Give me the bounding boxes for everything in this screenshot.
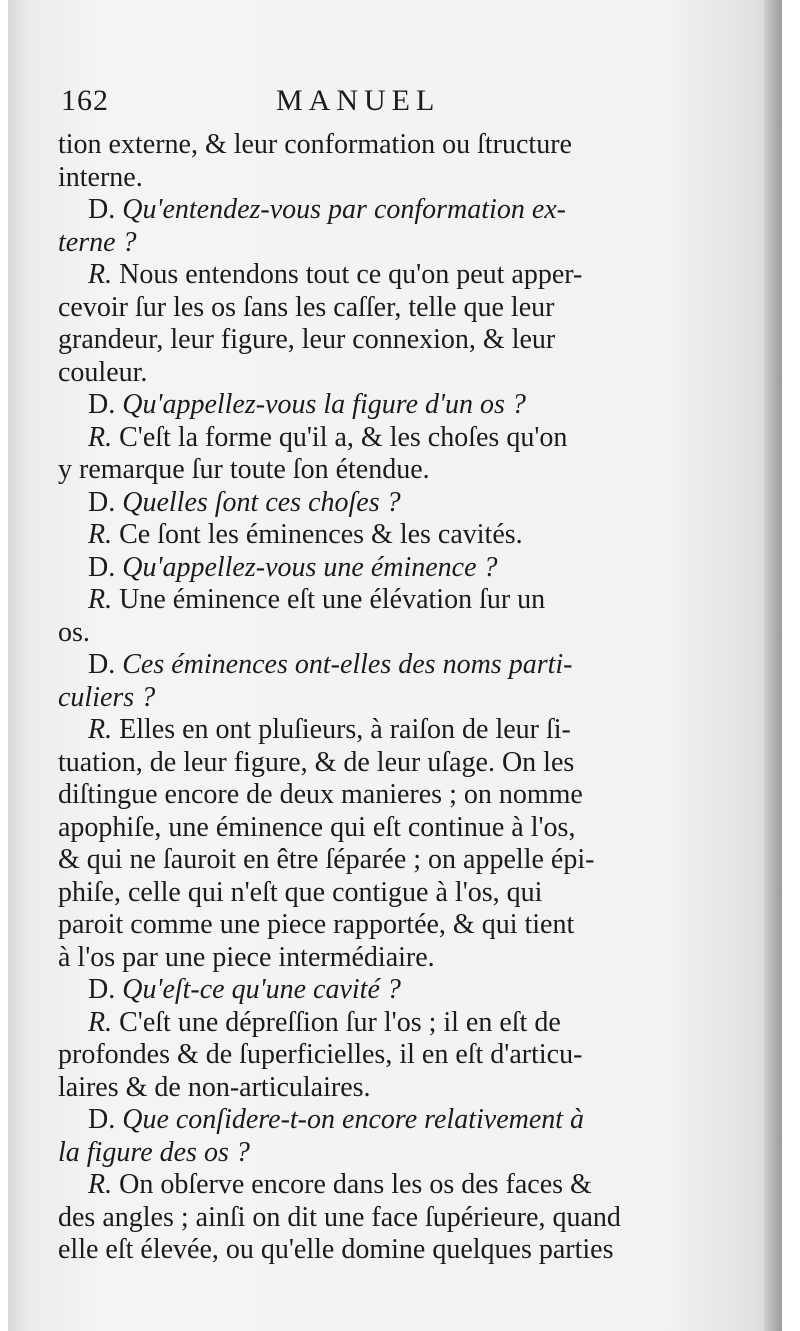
- answer-label: R.: [88, 519, 113, 550]
- text-line: [58, 909, 738, 942]
- question-label: D.: [88, 194, 116, 225]
- text-line: [58, 844, 738, 877]
- text-line: [58, 1202, 738, 1235]
- answer-text: Nous entendons tout ce qu'on peut apper-: [119, 259, 583, 290]
- question-label: D.: [88, 974, 116, 1005]
- text-line-content: couleur.: [58, 356, 148, 388]
- text-line-content: à l'os par une piece intermédiaire.: [58, 941, 435, 973]
- text-line-content: [88, 422, 567, 455]
- text-line: [58, 1104, 738, 1137]
- text-line-content: cevoir ſur les os ſans les caſſer, telle que leur: [58, 291, 555, 323]
- answer-label: R.: [88, 714, 113, 745]
- text-line: [58, 1007, 738, 1040]
- text-line-content: [88, 1169, 592, 1202]
- text-line: [58, 942, 738, 975]
- page-edge-shadow: [764, 0, 782, 1331]
- text-line: [58, 714, 738, 747]
- text-line-content: paroit comme une piece rapportée, & qui tient: [58, 909, 575, 940]
- question-text: Qu'entendez-vous par conformation ex-: [122, 194, 567, 225]
- text-line: [58, 129, 738, 162]
- text-line: [58, 487, 738, 520]
- text-line: [58, 292, 738, 325]
- text-line-content: [88, 487, 401, 520]
- text-line-content: elle eſt élevée, ou qu'elle domine quelques parties: [58, 1234, 614, 1265]
- text-line-content: tuation, de leur figure, & de leur uſage. On les: [58, 746, 575, 778]
- text-line-content: [88, 649, 572, 682]
- answer-text: On obſerve encore dans les os des faces &: [119, 1169, 592, 1200]
- answer-label: R.: [88, 1006, 113, 1038]
- question-text: Ces éminences ont-elles des noms parti-: [122, 649, 573, 680]
- question-text: Qu'eſt-ce qu'une cavité ?: [122, 974, 401, 1005]
- text-line-content: [88, 1104, 584, 1137]
- book-page: [8, 0, 782, 1331]
- text-line-content: & qui ne ſauroit en être ſéparée ; on appelle épi-: [58, 844, 595, 875]
- text-line-content: profondes & de ſuperficielles, il en eſt d'articu-: [58, 1039, 583, 1070]
- answer-text: Une éminence eſt une élévation ſur un: [119, 584, 546, 615]
- text-line: [58, 194, 738, 227]
- text-line: [58, 584, 738, 617]
- answer-text: C'eſt une dépreſſion ſur l'os ; il en eſt de: [119, 1006, 561, 1038]
- body-text: [58, 129, 738, 1267]
- text-line-content: [88, 389, 526, 422]
- text-line-content: [88, 259, 582, 292]
- text-line-content: des angles ; ainſi on dit une face ſupérieure, quand: [58, 1201, 621, 1233]
- running-title: MANUEL: [276, 84, 441, 117]
- text-line: [58, 877, 738, 910]
- text-line: [58, 649, 738, 682]
- text-line-content: apophiſe, une éminence qui eſt continue à l'os,: [58, 811, 576, 843]
- text-line-content: [88, 714, 571, 747]
- text-line-content: la figure des os ?: [58, 1136, 250, 1168]
- text-line: [58, 162, 738, 195]
- question-label: D.: [88, 551, 116, 583]
- text-line-content: grandeur, leur figure, leur connexion, & leur: [58, 324, 556, 355]
- text-line-content: os.: [58, 616, 90, 648]
- text-line: [58, 454, 738, 487]
- answer-label: R.: [88, 584, 113, 615]
- text-line-content: y remarque ſur toute ſon étendue.: [58, 454, 430, 485]
- text-line: [58, 1234, 738, 1267]
- answer-label: R.: [88, 421, 113, 453]
- text-line: [58, 1039, 738, 1072]
- text-line-content: terne ?: [58, 226, 137, 258]
- answer-text: Ce ſont les éminences & les cavités.: [119, 519, 523, 550]
- text-line: [58, 779, 738, 812]
- text-line: [58, 1169, 738, 1202]
- text-line-content: [88, 552, 498, 585]
- answer-text: C'eſt la forme qu'il a, & les choſes qu'on: [119, 421, 568, 453]
- answer-label: R.: [88, 259, 113, 290]
- text-line-content: phiſe, celle qui n'eſt que contigue à l'os, qui: [58, 876, 543, 908]
- text-line: [58, 519, 738, 552]
- text-line: [58, 1137, 738, 1170]
- text-line: [58, 422, 738, 455]
- text-line: [58, 974, 738, 1007]
- text-line-content: [88, 974, 401, 1007]
- question-text: Qu'appellez-vous une éminence ?: [122, 551, 498, 583]
- text-line: [58, 617, 738, 650]
- text-line-content: [88, 1007, 561, 1040]
- question-label: D.: [88, 649, 116, 680]
- text-line: [58, 552, 738, 585]
- question-label: D.: [88, 486, 116, 518]
- page-header: [61, 84, 741, 124]
- question-text: Que conſidere-t-on encore relativement à: [122, 1104, 585, 1135]
- page-number: 162: [61, 84, 109, 117]
- text-line: [58, 682, 738, 715]
- text-line-content: [88, 519, 523, 552]
- question-label: D.: [88, 1104, 116, 1135]
- question-text: Qu'appellez-vous la figure d'un os ?: [122, 389, 526, 420]
- text-line: [58, 227, 738, 260]
- text-line-content: diſtingue encore de deux manieres ; on nomme: [58, 779, 583, 810]
- text-line: [58, 259, 738, 292]
- text-line-content: laires & de non-articulaires.: [58, 1071, 371, 1103]
- text-line: [58, 747, 738, 780]
- text-line-content: [88, 584, 545, 617]
- answer-text: Elles en ont pluſieurs, à raiſon de leur ſi-: [119, 714, 571, 745]
- question-text: Quelles ſont ces choſes ?: [122, 486, 401, 518]
- text-line-content: [88, 194, 566, 227]
- text-line-content: interne.: [58, 161, 143, 193]
- text-line: [58, 324, 738, 357]
- text-line: [58, 1072, 738, 1105]
- text-line: [58, 357, 738, 390]
- text-line: [58, 389, 738, 422]
- text-line-content: tion externe, & leur conformation ou ſtructure: [58, 129, 572, 160]
- answer-label: R.: [88, 1169, 113, 1200]
- text-line: [58, 812, 738, 845]
- text-line-content: culiers ?: [58, 681, 156, 713]
- question-label: D.: [88, 389, 116, 420]
